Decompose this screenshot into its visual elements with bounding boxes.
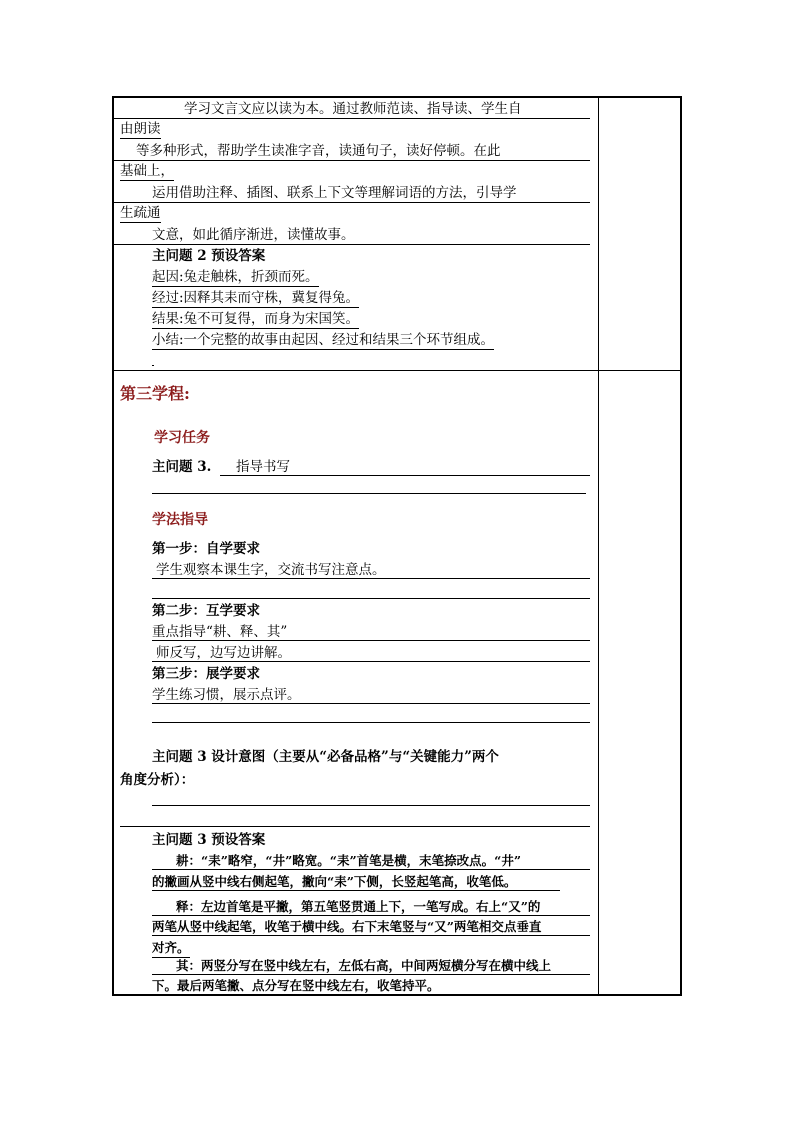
- underline: [114, 244, 590, 245]
- row-divider: [114, 370, 680, 371]
- blank-line: [152, 805, 590, 806]
- step-2-line-2: 师反写，边写边讲解。: [156, 645, 291, 661]
- step-3-text: 学生练习惯，展示点评。: [152, 687, 301, 703]
- underline: [152, 994, 590, 995]
- blank-line: [120, 826, 590, 827]
- lesson-plan-table: [112, 96, 682, 996]
- underline: [152, 640, 590, 641]
- underline: [220, 475, 590, 476]
- reading-method-line-1b: 由朗读: [120, 121, 161, 137]
- underline: [114, 118, 590, 119]
- step-2-line-1: 重点指导“耕、释、其”: [152, 624, 288, 640]
- reading-method-line-4: 文意，如此循序渐进，读懂故事。: [152, 227, 355, 243]
- section-heading: 第三学程:: [120, 384, 190, 403]
- column-divider: [598, 98, 599, 994]
- answer-2-title: 主问题 2 预设答案: [152, 248, 266, 264]
- shi-line-3: 对齐。: [152, 939, 190, 958]
- story-cause: 起因:兔走触株，折颈而死。: [152, 269, 319, 285]
- geng-line-2: 的撇画从竖中线右侧起笔，撇向“耒”下侧，长竖起笔高，收笔低。: [152, 874, 517, 889]
- blank-line: [152, 722, 590, 723]
- underline: [114, 202, 590, 203]
- question-3-text: 指导书写: [236, 459, 290, 475]
- underline: [152, 365, 154, 366]
- underline: [152, 890, 560, 891]
- blank-line: [152, 493, 586, 494]
- shi-line-1: 释：左边首笔是平撇，第五笔竖贯通上下，一笔写成。右上“又”的: [176, 899, 541, 914]
- method-title: 学法指导: [152, 512, 208, 528]
- step-1-title: 第一步：自学要求: [152, 541, 260, 557]
- question-3-label: 主问题 3.: [152, 459, 212, 475]
- underline: [152, 661, 590, 662]
- story-summary: 小结:一个完整的故事由起因、经过和结果三个环节组成。: [152, 332, 495, 348]
- underline: [152, 935, 590, 936]
- step-2-title: 第二步：互学要求: [152, 603, 260, 619]
- reading-method-line-1a: 学习文言文应以读为本。通过教师范读、指导读、学生自: [184, 101, 522, 117]
- story-result: 结果:兔不可复得，而身为宋国笑。: [152, 311, 360, 327]
- story-process: 经过:因释其耒而守株，冀复得兔。: [152, 290, 360, 306]
- geng-line-1: 耕：“耒”略窄，“井”略宽。“耒”首笔是横，末笔捺改点。“井”: [176, 853, 522, 868]
- answer-3-title: 主问题 3 预设答案: [152, 832, 266, 848]
- reading-method-line-3b: 生疏通: [120, 205, 161, 221]
- underline: [114, 160, 590, 161]
- design-intent-line-2: 角度分析）：: [120, 772, 195, 788]
- underline: [152, 869, 590, 870]
- blank-line: [152, 598, 590, 599]
- task-title: 学习任务: [154, 430, 210, 446]
- underline: [152, 703, 590, 704]
- underline: [152, 974, 590, 975]
- reading-method-line-2a: 等多种形式，帮助学生读准字音，读通句子，读好停顿。在此: [136, 143, 501, 159]
- reading-method-line-3a: 运用借助注释、插图、联系上下文等理解词语的方法，引导学: [152, 185, 517, 201]
- design-intent-line-1: 主问题 3 设计意图（主要从“必备品格”与“关键能力”两个: [152, 749, 499, 765]
- step-1-text: 学生观察本课生字，交流书写注意点。: [156, 562, 386, 578]
- underline: [152, 915, 590, 916]
- underline: [152, 578, 590, 579]
- qi-line-1: 其：两竖分写在竖中线左右，左低右高，中间两短横分写在横中线上: [176, 958, 552, 973]
- reading-method-line-2b: 基础上，: [120, 163, 174, 179]
- shi-line-2: 两笔从竖中线起笔，收笔于横中线。右下末笔竖与“又”两笔相交点垂直: [152, 919, 542, 934]
- step-3-title: 第三步：展学要求: [152, 666, 260, 682]
- qi-line-2: 下。最后两笔撇、点分写在竖中线左右，收笔持平。: [152, 978, 440, 993]
